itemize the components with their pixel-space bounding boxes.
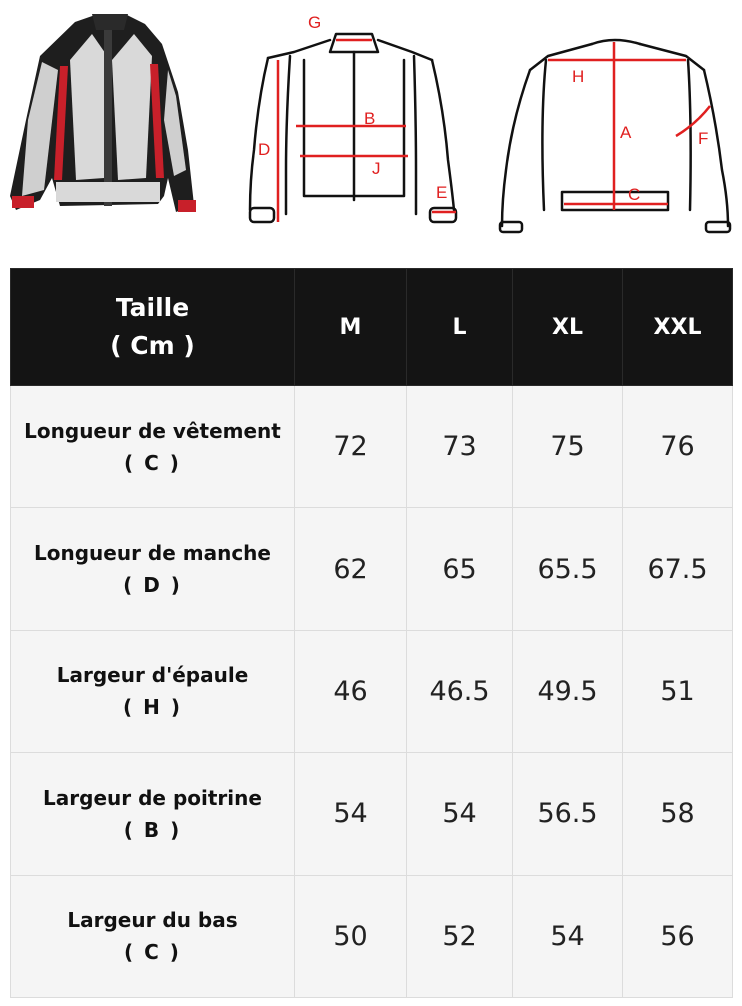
value-cell: 54 bbox=[295, 753, 407, 875]
row-code: ( B ) bbox=[123, 817, 182, 842]
row-label: Longueur de vêtement bbox=[24, 418, 281, 443]
label-h: H bbox=[572, 67, 585, 86]
header-title: Taille bbox=[115, 293, 190, 322]
value-cell: 49.5 bbox=[513, 630, 623, 752]
row-code: ( C ) bbox=[124, 940, 181, 965]
table-row bbox=[11, 753, 733, 875]
table-row bbox=[11, 875, 733, 997]
illustrations bbox=[0, 0, 742, 262]
row-label-cell bbox=[11, 630, 295, 752]
value-cell: 76 bbox=[623, 386, 733, 508]
row-code: ( H ) bbox=[123, 695, 182, 720]
value-cell: 54 bbox=[407, 753, 513, 875]
value-cell: 56.5 bbox=[513, 753, 623, 875]
row-label-cell bbox=[11, 753, 295, 875]
label-f: F bbox=[698, 129, 709, 148]
value-cell: 52 bbox=[407, 875, 513, 997]
row-label-cell bbox=[11, 875, 295, 997]
size-header-xl: XL bbox=[513, 269, 623, 386]
value-cell: 50 bbox=[295, 875, 407, 997]
value-cell: 65 bbox=[407, 508, 513, 630]
jacket-front-diagram bbox=[250, 34, 456, 222]
table-row bbox=[11, 386, 733, 508]
label-g: G bbox=[308, 13, 322, 32]
row-label: Largeur du bas bbox=[67, 908, 238, 933]
row-label: Largeur de poitrine bbox=[43, 785, 262, 810]
label-b: B bbox=[364, 109, 376, 128]
row-label: Largeur d'épaule bbox=[56, 663, 249, 688]
value-cell: 72 bbox=[295, 386, 407, 508]
table-row bbox=[11, 508, 733, 630]
value-cell: 46.5 bbox=[407, 630, 513, 752]
value-cell: 67.5 bbox=[623, 508, 733, 630]
label-d: D bbox=[258, 140, 271, 159]
size-header-l: L bbox=[407, 269, 513, 386]
row-code: ( C ) bbox=[124, 450, 181, 475]
label-j: J bbox=[372, 159, 381, 178]
illustration-canvas bbox=[0, 0, 742, 262]
header-unit: ( Cm ) bbox=[110, 331, 195, 360]
row-code: ( D ) bbox=[123, 573, 182, 598]
value-cell: 73 bbox=[407, 386, 513, 508]
value-cell: 65.5 bbox=[513, 508, 623, 630]
table-row bbox=[11, 630, 733, 752]
row-label-cell bbox=[11, 508, 295, 630]
value-cell: 62 bbox=[295, 508, 407, 630]
row-label-cell bbox=[11, 386, 295, 508]
jacket-photo bbox=[10, 14, 196, 212]
size-chart-table bbox=[10, 268, 733, 998]
label-c-back: C bbox=[628, 185, 641, 204]
value-cell: 56 bbox=[623, 875, 733, 997]
row-label: Longueur de manche bbox=[34, 541, 271, 566]
header-title-cell bbox=[11, 269, 295, 386]
size-header-m: M bbox=[295, 269, 407, 386]
value-cell: 54 bbox=[513, 875, 623, 997]
label-e: E bbox=[436, 183, 448, 202]
label-a: A bbox=[620, 123, 632, 142]
value-cell: 46 bbox=[295, 630, 407, 752]
value-cell: 75 bbox=[513, 386, 623, 508]
table-header-row bbox=[11, 269, 733, 386]
size-header-xxl: XXL bbox=[623, 269, 733, 386]
value-cell: 58 bbox=[623, 753, 733, 875]
value-cell: 51 bbox=[623, 630, 733, 752]
